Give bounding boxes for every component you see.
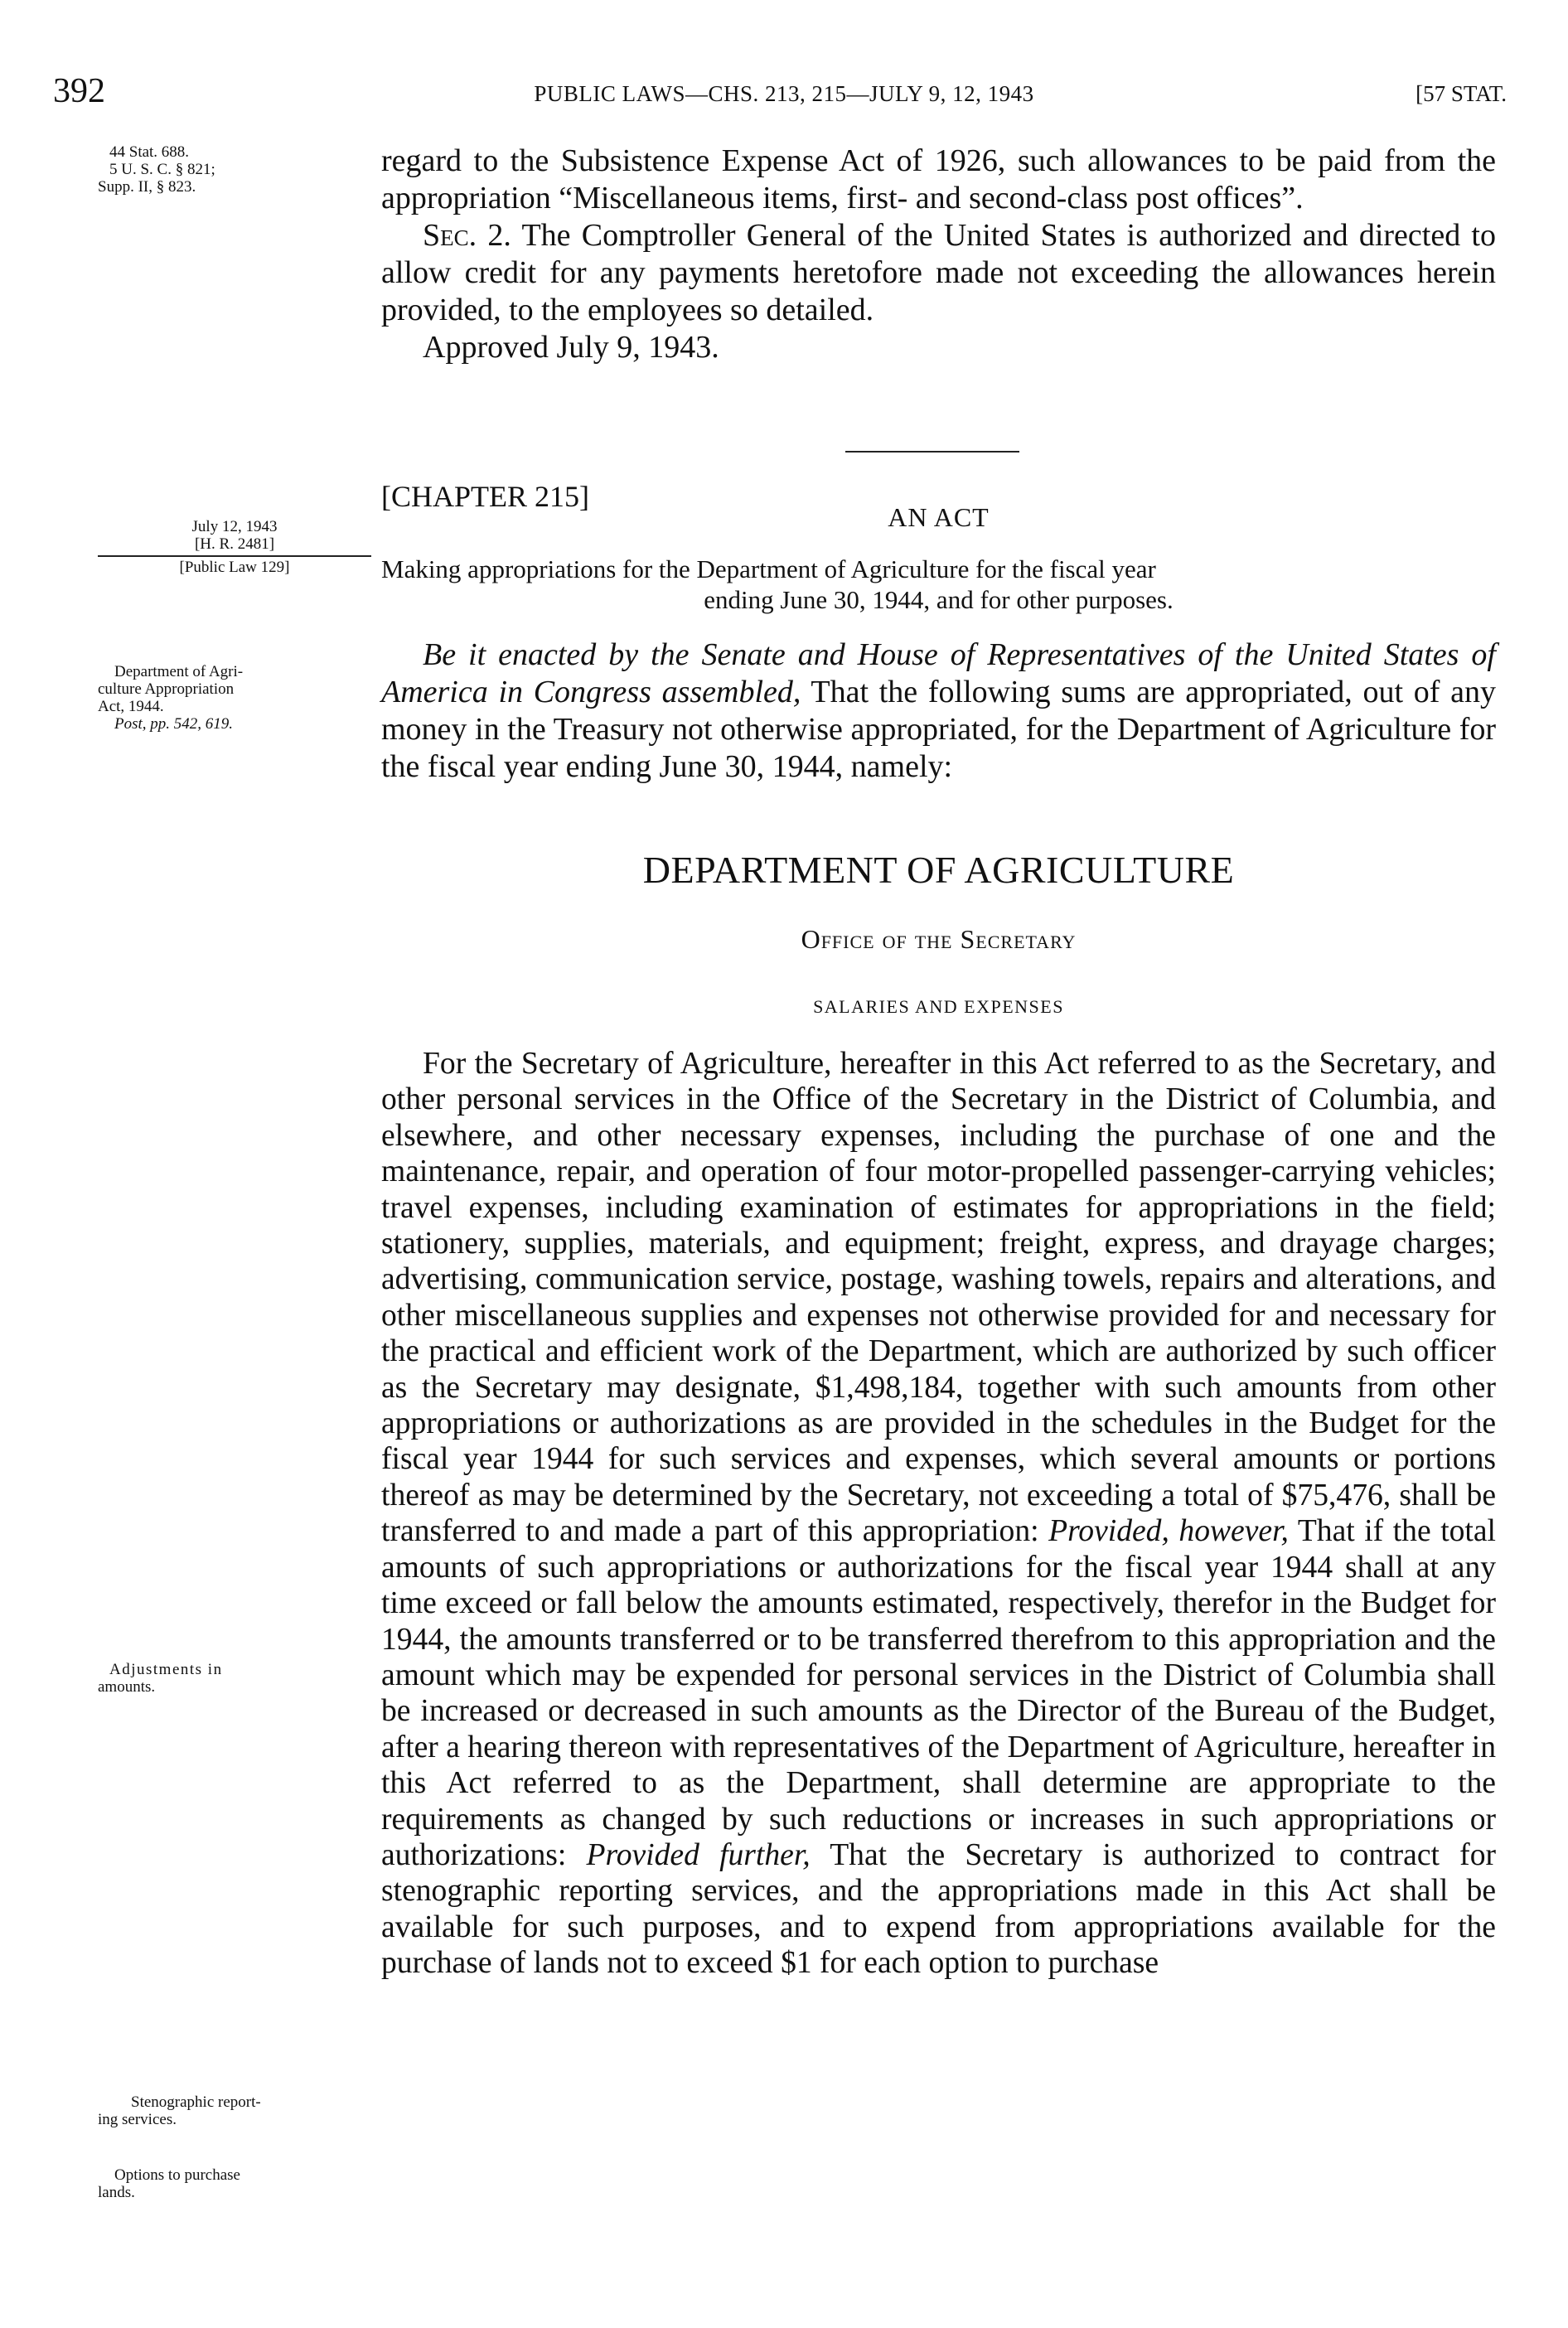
office-heading: Office of the Secretary: [801, 924, 1077, 954]
enacting-text: That the following sums are appropriated, out of any money in the Treasury not otherwise appropriated, for the Department of Agriculture for the fiscal year ending June 30, 1944, namely:: [381, 675, 1497, 784]
margin-note-line: [Public Law 129]: [98, 555, 371, 576]
approval-date: Approved July 9, 1943.: [423, 330, 719, 365]
act-title-line: ending June 30, 1944, and for other purposes.: [704, 585, 1174, 614]
proviso-however: Provided, however,: [1048, 1514, 1289, 1549]
margin-note-line: Adjustments in: [109, 1661, 223, 1678]
act-title-line: Making appropriations for the Department of Agriculture for the fiscal year: [381, 554, 1156, 583]
margin-note-line: culture Appropriation: [98, 680, 235, 698]
margin-note-line: Supp. II, § 823.: [98, 178, 196, 196]
margin-note-line: 5 U. S. C. § 821;: [109, 161, 215, 178]
chapter-label: [CHAPTER 215]: [381, 480, 589, 513]
margin-note-short-title: [98, 663, 371, 733]
continued-paragraph: regard to the Subsistence Expense Act of 1926, such allowances to be paid from the appropriation “Miscellaneous items, first- and second-class post offices”.: [381, 143, 1496, 215]
running-head: PUBLIC LAWS—CHS. 213, 215—JULY 9, 12, 1943: [534, 81, 1034, 106]
paragraph-text: That if the total amounts of such appropriations or authorizations for the fiscal year 1944 shall at any time exceed or fall below the amounts estimated, respectively, therefor in the Budget for 1944, the amounts transferred or to be transferred therefrom to this appropriation and the amount which may be expended for personal services in the District of Columbia shall be increased or decreased in such amounts as the Director of the Bureau of the Budget, after a hearing thereon with representatives of the Department of Agriculture, hereafter in this Act referred to as the Department, shall determine are appropriate to the requirements as changed by such reductions or increases in such appropriations or authorizations:: [381, 1514, 1496, 1872]
margin-note-line: Department of Agri-: [114, 663, 244, 680]
volume-reference: [57 STAT.: [1416, 81, 1507, 106]
margin-note-line: ing services.: [98, 2111, 177, 2128]
margin-note-line: Stenographic report-: [131, 2093, 261, 2111]
page-number: 392: [53, 72, 105, 110]
margin-note-line: Post, pp. 542, 619.: [114, 715, 234, 733]
margin-note-line: July 12, 1943: [191, 518, 278, 535]
margin-note-line: lands.: [98, 2184, 135, 2201]
margin-note-line: amounts.: [98, 1678, 156, 1696]
margin-note-line: [H. R. 2481]: [194, 535, 275, 553]
margin-note-adjustments: [98, 1661, 371, 1696]
paragraph-text: That the Secretary is authorized to contract for stenographic reporting services, and the appropriations made in this Act shall be available for such purposes, and to expend from appropriations available for the purchase of lands not to exceed $1 for each option to purchase: [381, 1837, 1496, 1981]
department-heading: DEPARTMENT OF AGRICULTURE: [642, 849, 1235, 891]
continued-section: [381, 143, 1496, 366]
act-heading: AN ACT: [888, 502, 990, 532]
appropriation-section: [381, 1046, 1496, 1982]
enacting-formula: Be it enacted by the Senate and House of Representatives of the United States of America in Congress assembled,: [381, 637, 1496, 709]
paragraph-text: For the Secretary of Agriculture, hereafter in this Act referred to as the Secretary, and other personal services in the Office of the Secretary in the District of Columbia, and elsewhere, and other necessary expenses, including the purchase of one and the maintenance, repair, and operation of four motor-propelled passenger-carrying vehicles; travel expenses, including examination of estimates for appropriations in the field; stationery, supplies, materials, and equipment; freight, express, and drayage charges; advertising, communication service, postage, washing towels, repairs and alterations, and other miscellaneous supplies and expenses not otherwise provided for and necessary for the practical and efficient work of the Department, which are authorized by such officer as the Secretary may designate, $1,498,184, together with such amounts from other appropriations or authorizations as are provided in the schedules in the Budget for the fiscal year 1944 for such services and expenses, which several amounts or portions thereof as may be determined by the Secretary, not exceeding a total of $75,476, shall be transferred to and made a part of this appropriation:: [381, 1047, 1496, 1549]
margin-note-line: 44 Stat. 688.: [109, 143, 190, 161]
subheading: SALARIES AND EXPENSES: [813, 996, 1064, 1017]
proviso-further: Provided further,: [586, 1837, 811, 1872]
section-label: Sec. 2.: [423, 218, 511, 253]
margin-note-options: [98, 2166, 371, 2201]
appropriation-paragraph: [381, 1046, 1496, 1982]
section-2-paragraph: [381, 217, 1496, 329]
margin-note-line: Options to purchase: [114, 2166, 240, 2184]
margin-note-date: [98, 518, 371, 576]
enacting-clause: [381, 636, 1496, 786]
margin-note-citation: [98, 143, 371, 196]
act-title: [381, 554, 1496, 615]
enacting-paragraph: [381, 636, 1496, 786]
margin-note-stenographic: [98, 2093, 371, 2128]
section-divider: [845, 451, 1019, 453]
section-text: The Comptroller General of the United States is authorized and directed to allow credit for any payments heretofore made not exceeding the allowances herein provided, to the employees so detailed.: [381, 218, 1496, 327]
margin-note-line: Act, 1944.: [98, 698, 164, 715]
